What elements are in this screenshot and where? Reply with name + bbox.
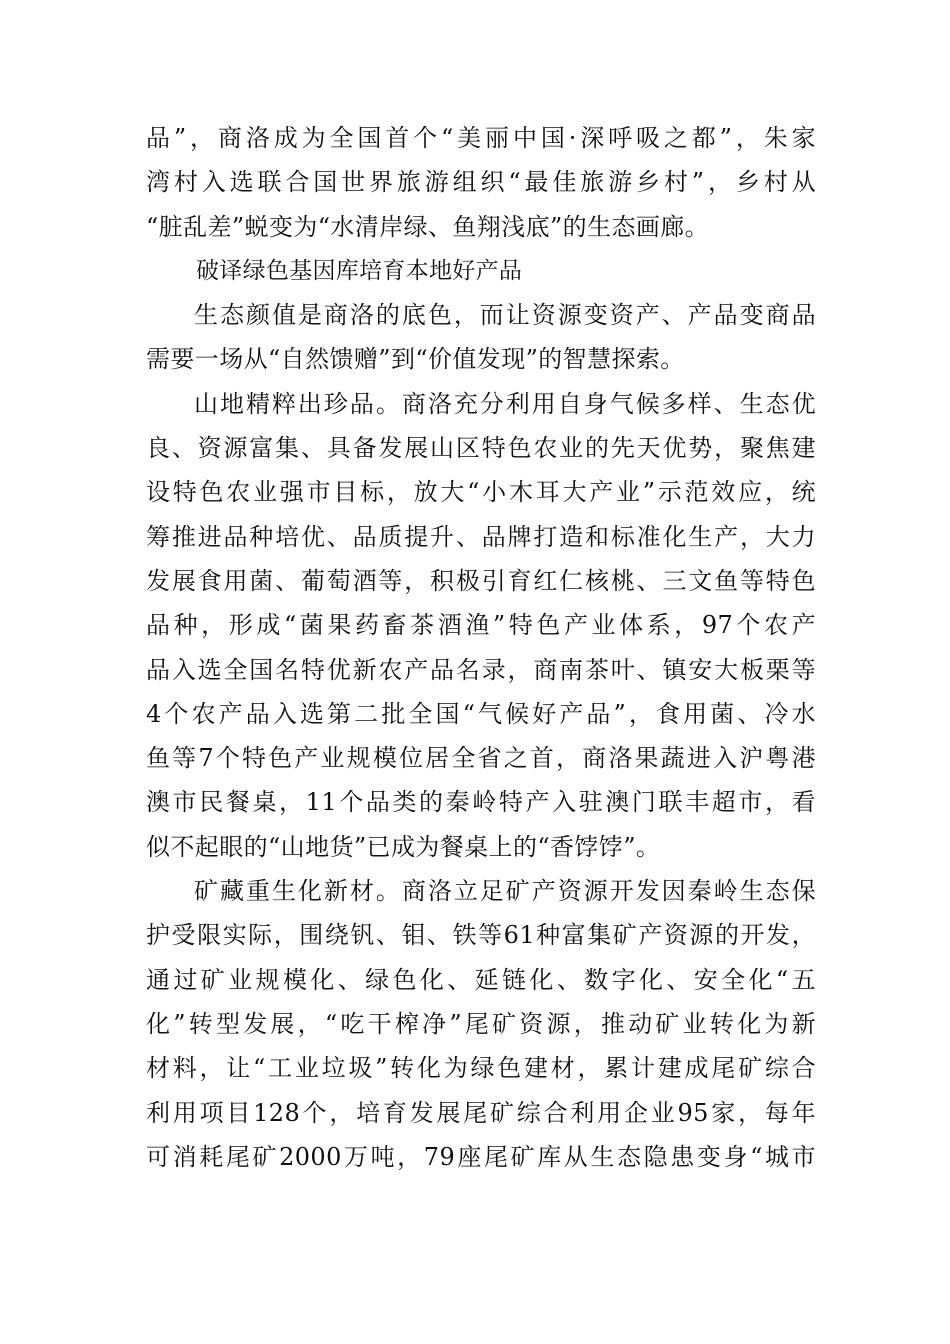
text-line: 品种，形成“菌果药畜茶酒渔”特色产业体系，97个农产 <box>146 611 816 640</box>
text-line: 设特色农业强市目标，放大“小木耳大产业”示范效应，统 <box>146 478 816 507</box>
paragraph-mineral-materials <box>146 869 816 1179</box>
paragraph-mountain-products <box>146 382 816 869</box>
text-line: 利用项目128个，培育发展尾矿综合利用企业95家，每年 <box>146 1098 816 1127</box>
text-line: 矿藏重生化新材。商洛立足矿产资源开发因秦岭生态保 <box>194 877 816 906</box>
text-line: 材料，让“工业垃圾”转化为绿色建材，累计建成尾矿综合 <box>146 1054 816 1083</box>
text-line: 似不起眼的“山地货”已成为餐桌上的“香饽饽”。 <box>146 832 661 861</box>
text-line: 山地精粹出珍品。商洛充分利用自身气候多样、生态优 <box>194 389 816 418</box>
text-line: “脏乱差”蜕变为“水清岸绿、鱼翔浅底”的生态画廊。 <box>146 212 710 241</box>
text-line: 可消耗尾矿2000万吨，79座尾矿库从生态隐患变身“城市 <box>146 1142 816 1171</box>
text-line: 4个农产品入选第二批全国“气候好产品”，食用菌、冷水 <box>146 699 816 728</box>
text-line: 护受限实际，围绕钒、钼、铁等61种富集矿产资源的开发， <box>146 921 816 950</box>
document-body <box>146 116 816 1179</box>
text-line: 筹推进品种培优、品质提升、品牌打造和标准化生产，大力 <box>146 522 816 551</box>
text-line: 品”，商洛成为全国首个“美丽中国·深呼吸之都”，朱家 <box>146 124 816 152</box>
text-line: 生态颜值是商洛的底色，而让资源变资产、产品变商品 <box>194 301 816 330</box>
paragraph-ecology <box>146 293 816 382</box>
text-line: 化”转型发展，“吃干榨净”尾矿资源，推动矿业转化为新 <box>146 1009 816 1038</box>
text-line: 通过矿业规模化、绿色化、延链化、数字化、安全化“五 <box>146 965 816 994</box>
text-line: 品入选全国名特优新农产品名录，商南茶叶、镇安大板栗等 <box>146 655 816 684</box>
paragraph-intro-continuation <box>146 116 816 249</box>
text-line: 澳市民餐桌，11个品类的秦岭特产入驻澳门联丰超市，看 <box>146 788 816 817</box>
text-line: 湾村入选联合国世界旅游组织“最佳旅游乡村”，乡村从 <box>146 168 816 197</box>
section-heading: 破译绿色基因库培育本地好产品 <box>196 257 523 284</box>
text-line: 发展食用菌、葡萄酒等，积极引育红仁核桃、三文鱼等特色 <box>146 566 816 595</box>
text-line: 良、资源富集、具备发展山区特色农业的先天优势，聚焦建 <box>146 434 816 463</box>
text-line: 需要一场从“自然馈赠”到“价值发现”的智慧探索。 <box>146 345 685 374</box>
text-line: 鱼等7个特色产业规模位居全省之首，商洛果蔬进入沪粤港 <box>146 744 816 773</box>
